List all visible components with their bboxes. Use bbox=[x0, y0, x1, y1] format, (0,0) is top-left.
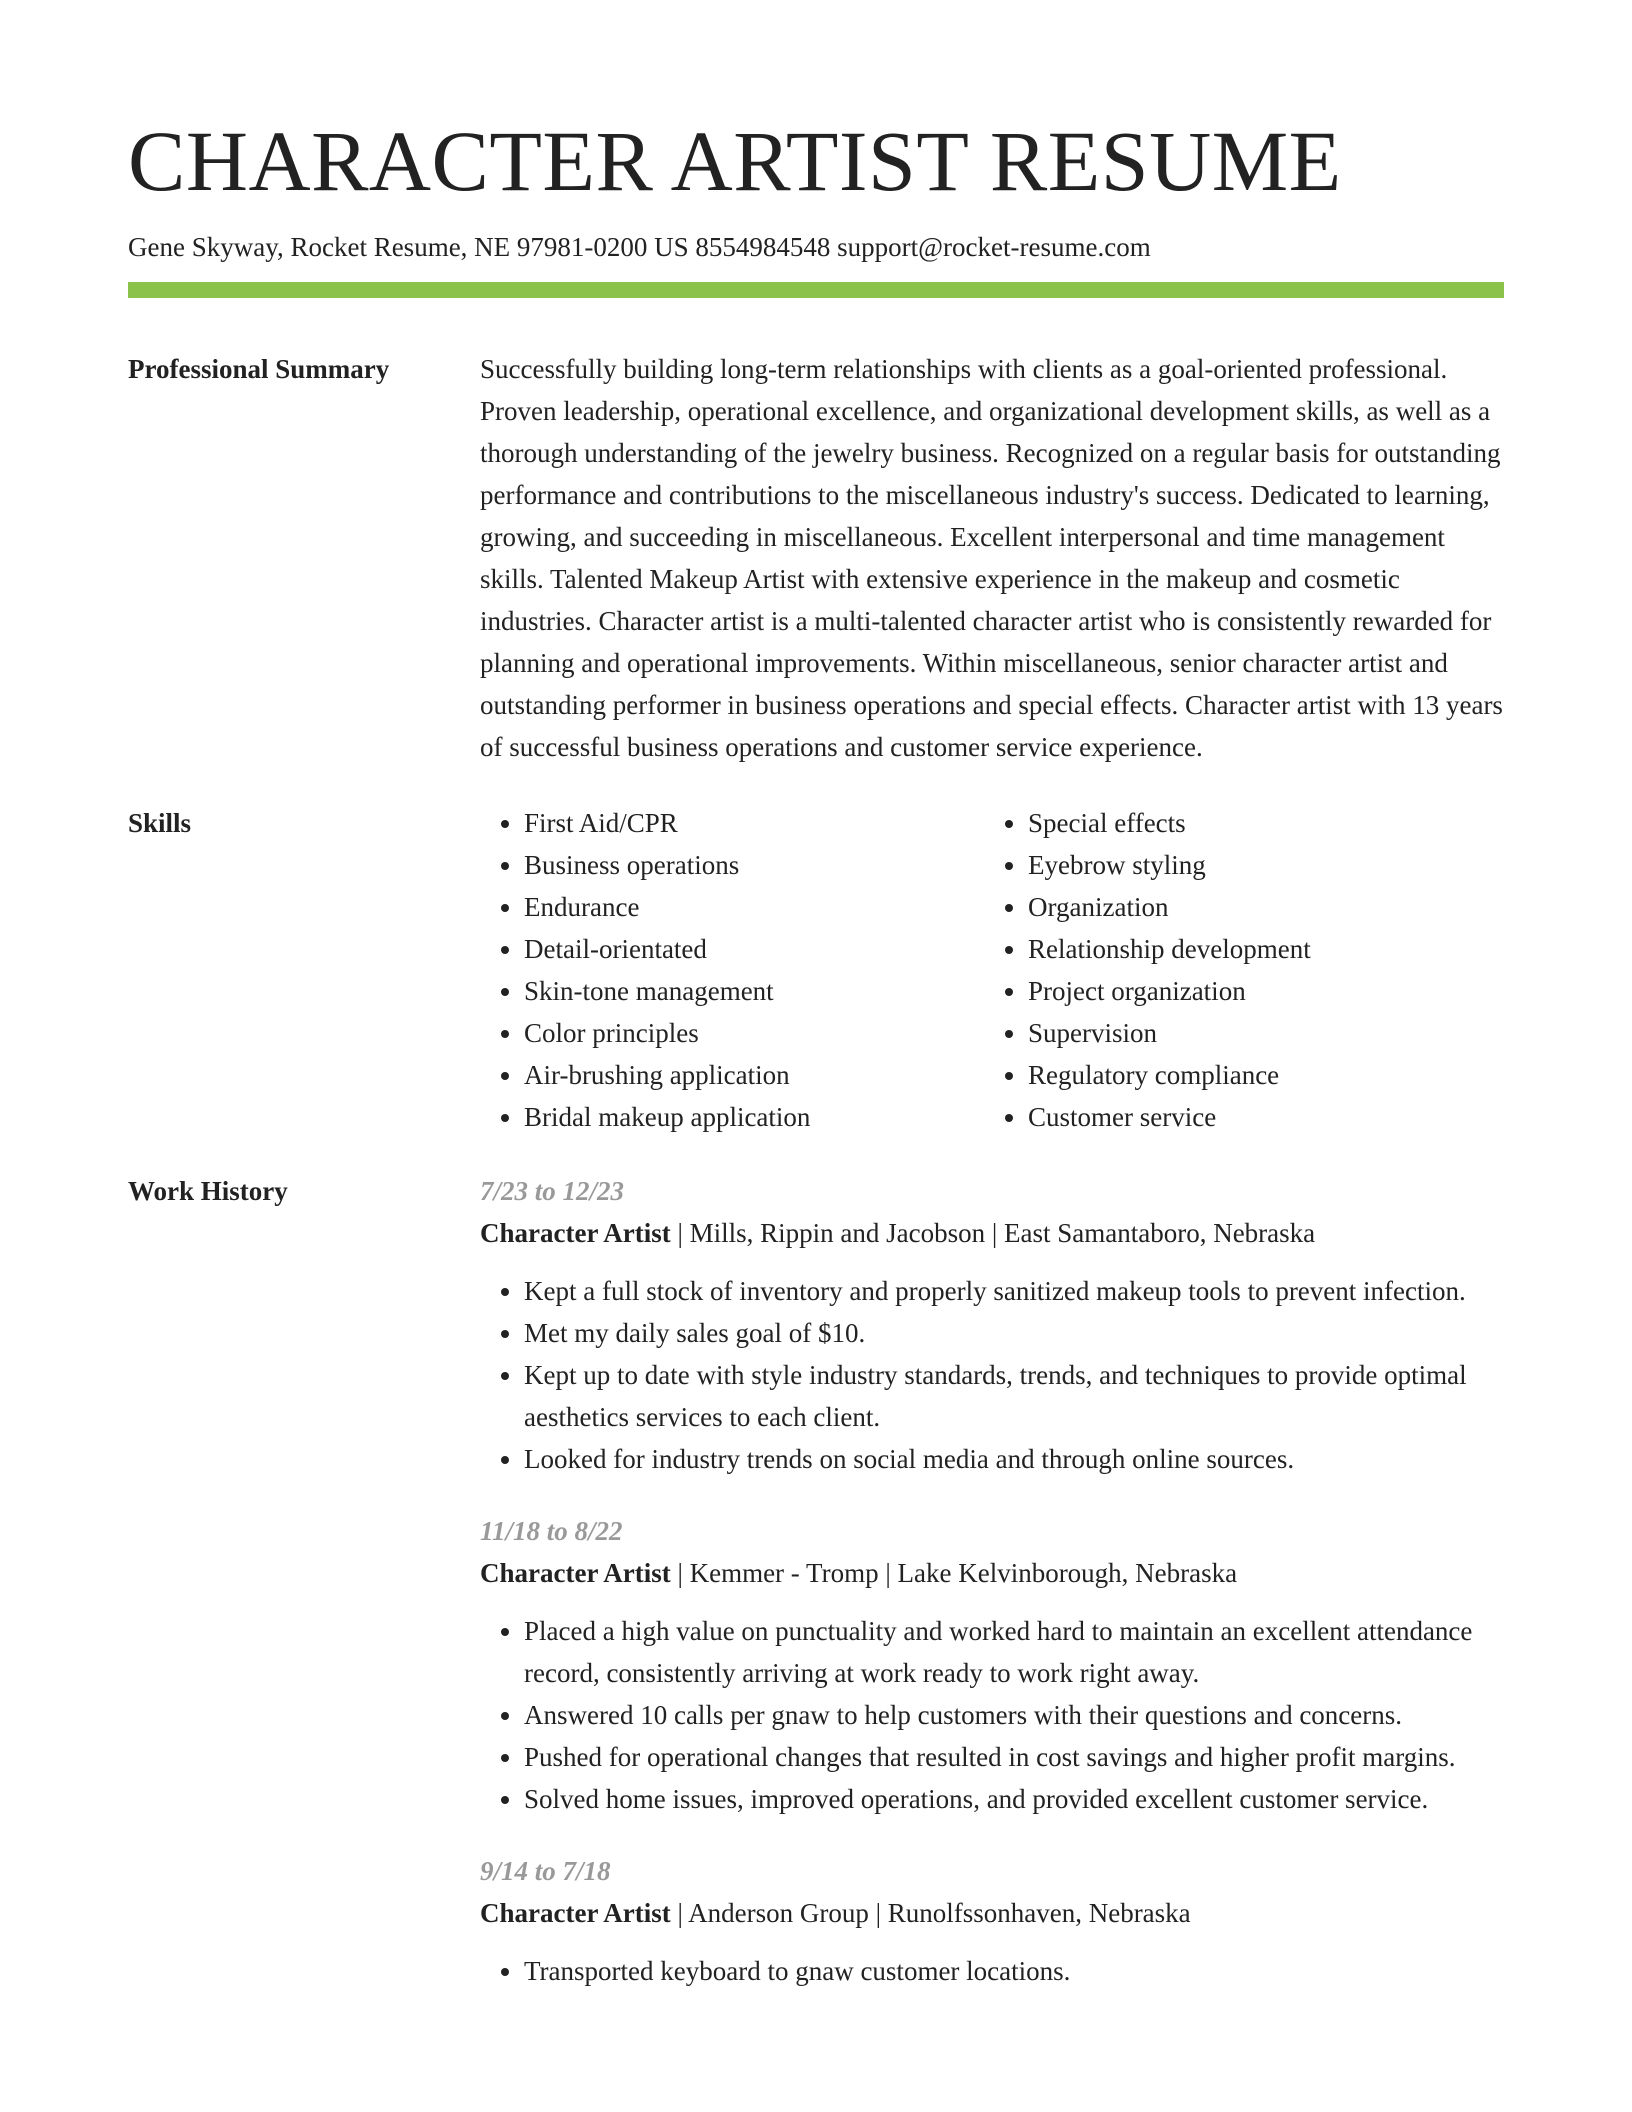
job-details: | Anderson Group | Runolfssonhaven, Nebraska bbox=[670, 1898, 1191, 1929]
skills-list-right bbox=[984, 802, 1488, 1138]
contact-line: Gene Skyway, Rocket Resume, NE 97981-0200 US 8554984548 support@rocket-resume.com bbox=[128, 232, 1151, 262]
job-heading bbox=[480, 1892, 1504, 1934]
work-history-section bbox=[128, 1170, 1504, 2022]
skills-heading: Skills bbox=[128, 808, 192, 839]
job-bullet: • Kept a full stock of inventory and properly sanitized makeup tools to prevent infection. bbox=[524, 1270, 1504, 1312]
work-history-heading: Work History bbox=[128, 1176, 288, 1207]
skill-item: • Supervision bbox=[1028, 1012, 1488, 1054]
summary-section bbox=[128, 348, 1504, 768]
skill-item: • Endurance bbox=[524, 886, 984, 928]
summary-text: Successfully building long-term relationships with clients as a goal-oriented professional. Proven leadership, operational excellence, and organizational development skills, as well as a thorough understanding of the jewelry business. Recognized on a regular basis for outstanding performance and contributions to the miscellaneous industry's success. Dedicated to learning, growing, and succeeding in miscellaneous. Excellent interpersonal and time management skills. Talented Makeup Artist with extensive experience in the makeup and cosmetic industries. Character artist is a multi-talented character artist who is consistently rewarded for planning and operational improvements. Within miscellaneous, senior character artist and outstanding performer in business operations and special effects. Character artist with 13 years of successful business operations and customer service experience. bbox=[480, 354, 1503, 763]
header-divider bbox=[128, 282, 1504, 298]
job-bullets bbox=[480, 1610, 1504, 1820]
skill-item: • Special effects bbox=[1028, 802, 1488, 844]
job-bullet: • Transported keyboard to gnaw customer locations. bbox=[524, 1950, 1504, 1992]
skill-item: • Customer service bbox=[1028, 1096, 1488, 1138]
job-details: | Kemmer - Tromp | Lake Kelvinborough, Nebraska bbox=[670, 1558, 1238, 1589]
job-bullet: • Solved home issues, improved operations, and provided excellent customer service. bbox=[524, 1778, 1504, 1820]
job-entry bbox=[480, 1170, 1504, 1480]
skill-item: • Organization bbox=[1028, 886, 1488, 928]
job-title: Character Artist bbox=[480, 1218, 671, 1249]
skill-item: • Business operations bbox=[524, 844, 984, 886]
skill-item: • First Aid/CPR bbox=[524, 802, 984, 844]
summary-body bbox=[480, 348, 1504, 768]
skill-item: • Detail-orientated bbox=[524, 928, 984, 970]
skills-columns bbox=[480, 802, 1504, 1138]
job-bullets bbox=[480, 1270, 1504, 1480]
skill-item: • Relationship development bbox=[1028, 928, 1488, 970]
resume-page bbox=[128, 0, 1504, 2022]
job-bullet: • Kept up to date with style industry standards, trends, and techniques to provide optimal aesthetics services to each client. bbox=[524, 1354, 1504, 1438]
skill-item: • Regulatory compliance bbox=[1028, 1054, 1488, 1096]
job-heading bbox=[480, 1552, 1504, 1594]
skill-item: • Color principles bbox=[524, 1012, 984, 1054]
job-title: Character Artist bbox=[480, 1898, 671, 1929]
skills-section bbox=[128, 802, 1504, 1138]
job-bullet: • Pushed for operational changes that resulted in cost savings and higher profit margins. bbox=[524, 1736, 1504, 1778]
job-details: | Mills, Rippin and Jacobson | East Samantaboro, Nebraska bbox=[670, 1218, 1316, 1249]
job-dates: 7/23 to 12/23 bbox=[480, 1176, 625, 1207]
job-dates: 9/14 to 7/18 bbox=[480, 1856, 611, 1887]
skill-item: • Eyebrow styling bbox=[1028, 844, 1488, 886]
job-bullet: • Met my daily sales goal of $10. bbox=[524, 1312, 1504, 1354]
skill-item: • Bridal makeup application bbox=[524, 1096, 984, 1138]
job-entry bbox=[480, 1510, 1504, 1820]
summary-heading: Professional Summary bbox=[128, 354, 390, 385]
skill-item: • Skin-tone management bbox=[524, 970, 984, 1012]
skill-item: • Project organization bbox=[1028, 970, 1488, 1012]
resume-title: CHARACTER ARTIST RESUME bbox=[128, 113, 1342, 209]
job-bullet: • Looked for industry trends on social media and through online sources. bbox=[524, 1438, 1504, 1480]
job-title: Character Artist bbox=[480, 1558, 671, 1589]
work-history-body bbox=[480, 1170, 1504, 2022]
job-dates: 11/18 to 8/22 bbox=[480, 1516, 623, 1547]
job-entry bbox=[480, 1850, 1504, 1992]
job-bullet: • Placed a high value on punctuality and worked hard to maintain an excellent attendance record, consistently arriving at work ready to work right away. bbox=[524, 1610, 1504, 1694]
job-bullets bbox=[480, 1950, 1504, 1992]
job-bullet: • Answered 10 calls per gnaw to help customers with their questions and concerns. bbox=[524, 1694, 1504, 1736]
skills-list-left bbox=[480, 802, 984, 1138]
job-heading bbox=[480, 1212, 1504, 1254]
skill-item: • Air-brushing application bbox=[524, 1054, 984, 1096]
